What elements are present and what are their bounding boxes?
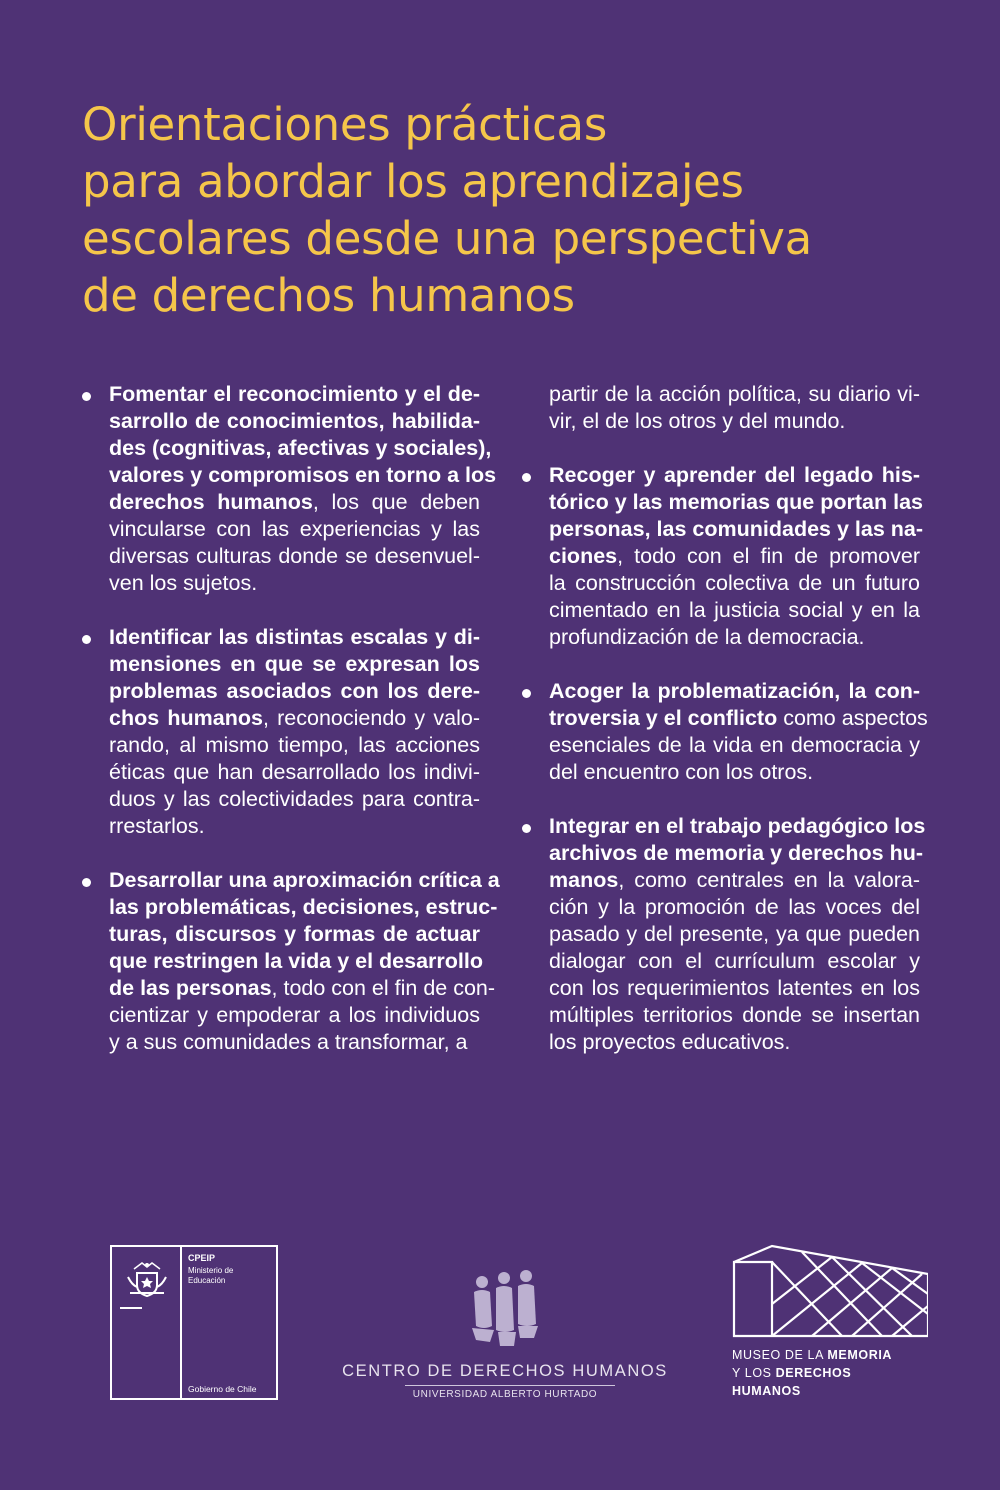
- text-line: [109, 867, 500, 894]
- bold-text: mensiones en que se expresan los: [109, 652, 480, 676]
- text-line: [109, 678, 480, 705]
- bold-text: des (cognitivas, afectivas y sociales),: [109, 436, 492, 460]
- body-text: cientizar y empoderar a los individuos: [109, 1003, 480, 1027]
- text-line: [549, 570, 920, 597]
- body-text: los proyectos educativos.: [549, 1030, 791, 1054]
- title-line: de derechos humanos: [82, 269, 575, 322]
- bold-text: Identificar las distintas escalas y di-: [109, 625, 480, 649]
- text-line: [549, 759, 920, 786]
- text-line: [109, 894, 498, 921]
- body-text: partir de la acción política, su diario vi-: [549, 382, 920, 406]
- bold-text: problemas asociados con los dere-: [109, 679, 480, 703]
- bullet-icon: [522, 473, 531, 482]
- text-line: [109, 570, 480, 597]
- body-text: pasado y del presente, ya que pueden: [549, 922, 920, 946]
- body-text: del encuentro con los otros.: [549, 760, 814, 784]
- museo-line1-bold: MEMORIA: [827, 1348, 893, 1362]
- bold-text: Desarrollar una aproximación crítica a: [109, 868, 500, 892]
- text-line: [549, 1002, 920, 1029]
- bold-text: las problemáticas, decisiones, estruc-: [109, 895, 498, 919]
- text-line: [549, 948, 920, 975]
- body-text: ción y la promoción de las voces del: [549, 895, 920, 919]
- title-line: Orientaciones prácticas: [82, 98, 607, 151]
- bullet-item: [80, 624, 480, 840]
- cdh-university: UNIVERSIDAD ALBERTO HURTADO: [412, 1389, 598, 1400]
- text-line: [549, 462, 920, 489]
- ministry-line2: Educación: [188, 1276, 226, 1285]
- text-line: [109, 381, 480, 408]
- bullet-icon: [82, 635, 91, 644]
- body-text: , todo con el fin de promover: [617, 544, 920, 568]
- museo-line3-bold: HUMANOS: [732, 1384, 801, 1398]
- logo-divider: [180, 1247, 182, 1398]
- text-line: [549, 516, 924, 543]
- text-line: [109, 759, 480, 786]
- text-line: [549, 894, 920, 921]
- body-text: diversas culturas donde se desenvuel-: [109, 544, 480, 568]
- bullet-icon: [522, 689, 531, 698]
- text-line: [549, 489, 923, 516]
- bold-text: troversia y el conflicto: [549, 706, 778, 730]
- text-line: [549, 597, 920, 624]
- body-text: vincularse con las experiencias y las: [109, 517, 480, 541]
- item-gap: [80, 840, 480, 867]
- item-gap: [520, 435, 920, 462]
- bold-text: archivos de memoria y derechos hu-: [549, 841, 923, 865]
- body-text: , todo con el fin de con-: [271, 976, 496, 1000]
- item-gap: [80, 597, 480, 624]
- text-line: [109, 489, 480, 516]
- museo-line2-plain: Y LOS: [732, 1366, 776, 1380]
- text-line: [109, 705, 480, 732]
- bold-text: que restringen la vida y el desarrollo: [109, 949, 483, 973]
- body-text: ven los sujetos.: [109, 571, 258, 595]
- item-gap: [520, 786, 920, 813]
- body-text: dialogar con el currículum escolar y: [549, 949, 920, 973]
- left-column: [80, 381, 500, 1056]
- body-text: , los que deben: [312, 490, 480, 514]
- bold-text: Recoger y aprender del legado his-: [549, 463, 920, 487]
- body-text: , como centrales en la valora-: [618, 868, 920, 892]
- bold-text: Acoger la problematización, la con-: [549, 679, 920, 703]
- text-line: [549, 705, 928, 732]
- text-line: [109, 813, 480, 840]
- bullet-item: [80, 867, 500, 1056]
- text-line: [109, 408, 480, 435]
- chile-coat-of-arms-icon: [122, 1259, 172, 1299]
- body-text: la construcción colectiva de un futuro: [549, 571, 920, 595]
- text-line: [109, 1029, 480, 1056]
- bold-text: tórico y las memorias que portan las: [549, 490, 923, 514]
- bold-text: turas, discursos y formas de actuar: [109, 922, 480, 946]
- cpeip-logo: [110, 1245, 278, 1400]
- text-line: [109, 948, 483, 975]
- bullet-icon: [522, 824, 531, 833]
- text-line: [549, 867, 920, 894]
- text-line: [109, 786, 480, 813]
- body-text: , reconociendo y valo-: [262, 706, 480, 730]
- text-line: [549, 624, 920, 651]
- cpeip-name: CPEIP: [188, 1253, 216, 1263]
- bullet-item: [520, 462, 924, 651]
- cdh-divider: [405, 1385, 615, 1386]
- text-line: [109, 732, 480, 759]
- ministry-line1: Ministerio de: [188, 1266, 234, 1275]
- body-text: éticas que han desarrollado los indivi-: [109, 760, 480, 784]
- museo-building-icon: [732, 1244, 928, 1338]
- bullet-item: [520, 678, 928, 786]
- text-line: [109, 462, 497, 489]
- body-text: rando, al mismo tiempo, las acciones: [109, 733, 480, 757]
- bold-text: ciones: [549, 544, 618, 568]
- text-line: [549, 813, 926, 840]
- text-line: [549, 921, 920, 948]
- bold-text: Integrar en el trabajo pedagógico los: [549, 814, 926, 838]
- bullet-icon: [82, 878, 91, 887]
- text-line: [549, 975, 920, 1002]
- bold-text: chos humanos: [109, 706, 263, 730]
- bold-text: sarrollo de conocimientos, habilida-: [109, 409, 480, 433]
- text-line: [549, 543, 920, 570]
- bold-text: manos: [549, 868, 619, 892]
- body-text: con los requerimientos latentes en los: [549, 976, 920, 1000]
- body-text: duos y las colectividades para contra-: [109, 787, 480, 811]
- right-column: [520, 381, 928, 1056]
- text-line: [109, 651, 480, 678]
- bold-text: de las personas: [109, 976, 272, 1000]
- text-line: [549, 678, 920, 705]
- cdh-name: CENTRO DE DERECHOS HUMANOS: [342, 1362, 668, 1380]
- bold-text: valores y compromisos en torno a los: [109, 463, 497, 487]
- bold-text: derechos humanos: [109, 490, 313, 514]
- body-text: y a sus comunidades a transformar, a: [109, 1030, 468, 1054]
- text-line: [549, 408, 920, 435]
- body-text: profundización de la democracia.: [549, 625, 865, 649]
- text-line: [549, 381, 920, 408]
- body-text: cimentado en la justicia social y en la: [549, 598, 920, 622]
- text-line: [109, 921, 480, 948]
- text-line: [109, 1002, 480, 1029]
- text-line: [109, 516, 480, 543]
- museo-line1-plain: MUSEO DE LA: [732, 1348, 828, 1362]
- body-text: vir, el de los otros y del mundo.: [549, 409, 846, 433]
- text-line: [109, 435, 492, 462]
- body-text: como aspectos: [777, 706, 928, 730]
- museo-line2-bold: DERECHOS: [775, 1366, 852, 1380]
- flag-stripe: [120, 1307, 142, 1309]
- bold-text: personas, las comunidades y las na-: [549, 517, 924, 541]
- text-line: [549, 840, 923, 867]
- government-label: Gobierno de Chile: [188, 1384, 257, 1394]
- bullet-item: [520, 813, 926, 1056]
- title-line: para abordar los aprendizajes: [82, 155, 744, 208]
- people-figures-icon: [464, 1268, 546, 1348]
- body-text: rrestarlos.: [109, 814, 205, 838]
- bullet-icon: [82, 392, 91, 401]
- bullet-item: [80, 381, 497, 597]
- text-line: [109, 975, 496, 1002]
- text-line: [109, 543, 480, 570]
- body-text: múltiples territorios donde se insertan: [549, 1003, 920, 1027]
- museo-name: [732, 1346, 892, 1400]
- title-line: escolares desde una perspectiva: [82, 212, 812, 265]
- body-text: esenciales de la vida en democracia y: [549, 733, 920, 757]
- bold-text: Fomentar el reconocimiento y el de-: [109, 382, 480, 406]
- text-line: [549, 1029, 920, 1056]
- text-line: [109, 624, 480, 651]
- item-gap: [520, 651, 920, 678]
- bullet-item: [520, 381, 920, 435]
- text-line: [549, 732, 920, 759]
- page-title: [82, 96, 962, 324]
